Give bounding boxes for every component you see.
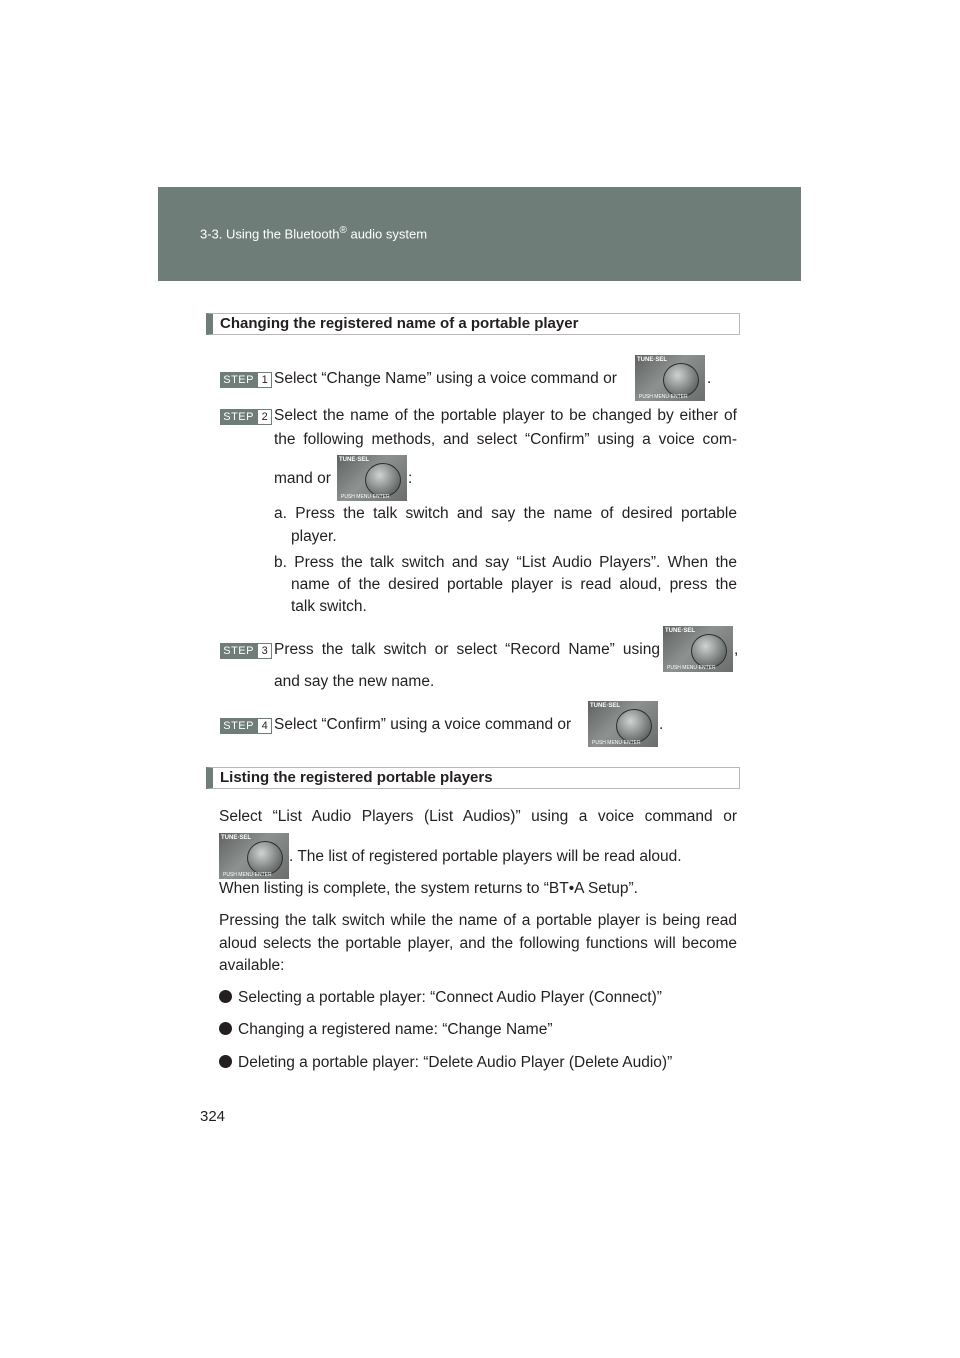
tune-sel-knob-icon: TUNE·SEL PUSH MENU·ENTER [588,701,658,747]
chapter-title: 3-3. Using the Bluetooth® audio system [200,225,428,242]
list-paragraph-line1: Select “List Audio Players (List Audios)” using a voice command or [219,808,737,825]
tune-sel-knob-icon: TUNE·SEL PUSH MENU·ENTER [219,833,289,879]
step-2-line1: Select the name of the portable player to be changed by either of [274,407,737,424]
option-b-line1: b. Press the talk switch and say “List Audio Players”. When the [274,554,737,571]
list-paragraph-line2: . The list of registered portable players will be read aloud. [289,848,682,865]
step-1-text: Select “Change Name” using a voice command or [274,370,617,387]
step-3-badge: STEP 3 [220,643,272,659]
bullet-connect: Selecting a portable player: “Connect Audio Player (Connect)” [219,987,662,1009]
step-2-line3: mand or [274,470,331,487]
bullet-dot-icon [219,1022,232,1035]
section-title-list-players: Listing the registered portable players [206,767,740,789]
step-1-end: . [707,370,712,387]
tune-sel-knob-icon: TUNE·SEL PUSH MENU·ENTER [337,455,407,501]
bullet-dot-icon [219,990,232,1003]
step-2-line2: the following methods, and select “Confirm” using a voice com- [274,431,737,448]
step-4-text: Select “Confirm” using a voice command or [274,716,572,733]
tune-sel-knob-icon: TUNE·SEL PUSH MENU·ENTER [635,355,705,401]
bullet-delete: Deleting a portable player: “Delete Audio Player (Delete Audio)” [219,1052,672,1074]
option-b-line3: talk switch. [291,598,367,615]
option-a-line2: player. [291,528,337,545]
page-number: 324 [200,1108,226,1125]
select-paragraph-line3: available: [219,957,285,974]
bullet-dot-icon [219,1055,232,1068]
step-2-badge: STEP 2 [220,409,272,425]
option-b-line2: name of the desired portable player is read aloud, press the [291,576,737,593]
step-4-badge: STEP 4 [220,718,272,734]
list-complete-text: When listing is complete, the system returns to “BT•A Setup”. [219,880,638,897]
step-3-line2: and say the new name. [274,673,435,690]
chapter-header [158,187,801,281]
step-3-line1: Press the talk switch or select “Record Name” using [274,641,660,658]
step-4-end: . [659,716,664,733]
option-a-line1: a. Press the talk switch and say the name of desired portable [274,505,737,522]
tune-sel-knob-icon: TUNE·SEL PUSH MENU·ENTER [663,626,733,672]
step-2-line3-end: : [408,470,413,487]
bullet-change-name: Changing a registered name: “Change Name” [219,1019,552,1041]
step-3-end: , [734,641,739,658]
select-paragraph-line2: aloud selects the portable player, and the following functions will become [219,935,737,952]
select-paragraph-line1: Pressing the talk switch while the name of a portable player is being read [219,912,737,929]
section-title-change-name: Changing the registered name of a portable player [206,313,740,335]
step-1-badge: STEP 1 [220,372,272,388]
